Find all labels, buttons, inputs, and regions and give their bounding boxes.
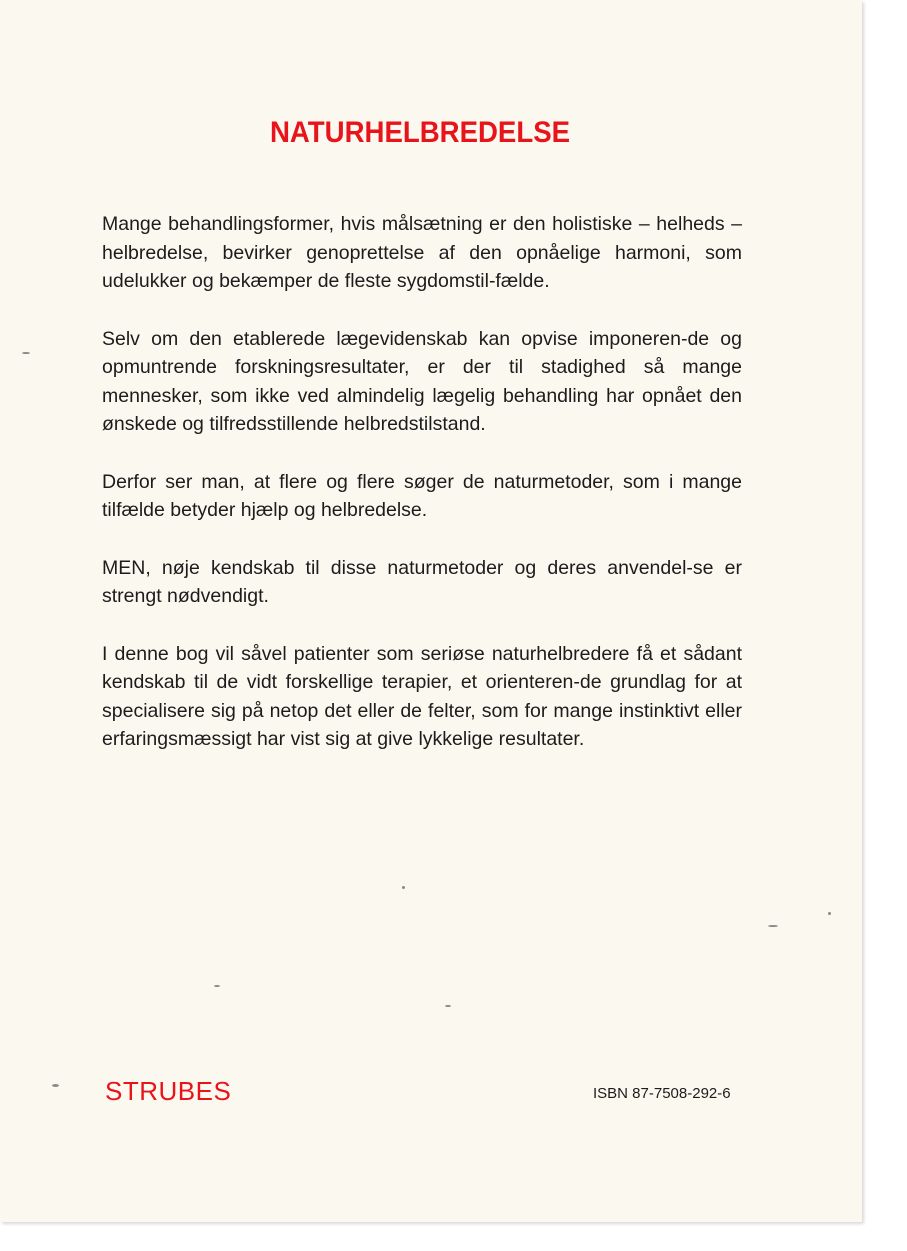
book-title: NATURHELBREDELSE	[269, 116, 571, 149]
blurb-paragraph-4: MEN, nøje kendskab til disse naturmetoder og deres anvendel-se er strengt nødvendigt.	[102, 556, 742, 607]
blurb-paragraph-1: Mange behandlingsformer, hvis målsætning er den holistiske – helheds – helbredelse, bevirker genoprettelse af den opnåelige harmoni, som udelukker og bekæmper de fleste sygdomstil-fælde.	[102, 213, 742, 292]
paper-speck	[214, 985, 220, 987]
paper-speck	[768, 925, 778, 927]
paper-speck	[828, 912, 831, 915]
blurb-paragraph-3: Derfor ser man, at flere og flere søger de naturmetoder, som i mange tilfælde betyder hjælp og helbredelse.	[102, 470, 742, 521]
paper-speck	[52, 1084, 59, 1087]
publisher-name: STRUBES	[105, 1076, 232, 1106]
blurb-paragraph-5: I denne bog vil såvel patienter som seriøse naturhelbredere få et sådant kendskab til de vidt forskellige terapier, et orienteren-de grundlag for at specialisere sig på netop det eller de felter, som for mange instinktivt eller erfaringsmæssigt har vist sig at give lykkelige resultater.	[102, 642, 742, 750]
isbn-number: ISBN 87-7508-292-6	[593, 1085, 731, 1102]
paper-speck	[445, 1005, 451, 1007]
blurb-paragraph-2: Selv om den etablerede lægevidenskab kan opvise imponeren-de og opmuntrende forskningsresultater, er der til stadighed så mange mennesker, som ikke ved almindelig lægelig behandling har opnået den ønskede og tilfredsstillende helbredstilstand.	[102, 327, 742, 435]
paper-speck	[402, 886, 405, 889]
blurb-text	[102, 210, 742, 783]
paper-speck	[22, 352, 30, 354]
